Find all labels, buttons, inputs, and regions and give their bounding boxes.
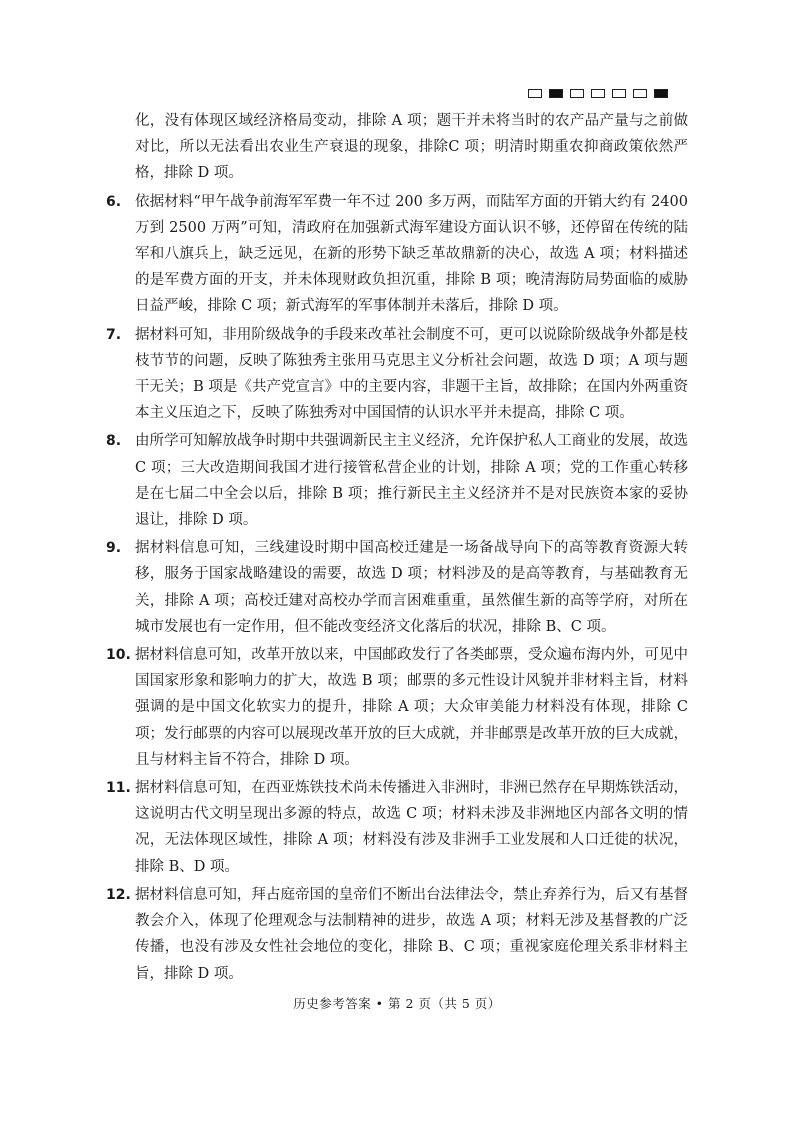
header-mark-7 [654, 89, 668, 98]
answer-number: 9. [106, 540, 122, 557]
answer-item-11 [106, 775, 688, 880]
answer-item-7 [106, 322, 688, 427]
header-mark-5 [612, 89, 626, 98]
header-mark-2 [549, 89, 563, 98]
answer-text: 据材料信息可知，在西亚炼铁技术尚未传播进入非洲时，非洲已然存在早期炼铁活动，这说明古代文明呈现出多源的特点，故选 C 项；材料未涉及非洲地区内部各文明的情况，无法体现区域性，排除 A 项；材料没有涉及非洲手工业发展和人口迁徙的状况，排除 B、D 项。 [135, 780, 688, 875]
page-footer: 历史参考答案 • 第 2 页（共 5 页） [293, 996, 501, 1011]
answer-item-9 [106, 535, 688, 640]
answer-number: 11. [106, 780, 131, 797]
answer-number: 8. [106, 433, 122, 450]
answer-text: 据材料信息可知，三线建设时期中国高校迁建是一场备战导向下的高等教育资源大转移，服务于国家战略建设的需要，故选 D 项；材料涉及的是高等教育，与基础教育无关，排除 A 项；高校迁建对高校办学而言困难重重，虽然催生新的高等学府，对所在城市发展也有一定作用，但不能改变经济文化落后的状况，排除 B、C 项。 [135, 540, 688, 635]
answer-text: 据材料信息可知，拜占庭帝国的皇帝们不断出台法律法令，禁止弃养行为，后又有基督教会介入，体现了伦理观念与法制精神的进步，故选 A 项；材料无涉及基督教的广泛传播，也没有涉及女性社会地位的变化，排除 B、C 项；重视家庭伦理关系非材料主旨，排除 D 项。 [135, 886, 688, 982]
answer-text: 由所学可知解放战争时期中共强调新民主主义经济，允许保护私人工商业的发展，故选 C 项；三大改造期间我国才进行接管私营企业的计划，排除 A 项；党的工作重心转移是在七届二中全会以后，排除 B 项；推行新民主主义经济并不是对民族资本家的妥协退让，排除 D 项。 [135, 433, 688, 529]
answer-content [106, 108, 688, 989]
answer-text: 据材料可知，非用阶级战争的手段来改革社会制度不可，更可以说除阶级战争外都是枝枝节节的问题，反映了陈独秀主张用马克思主义分析社会问题，故选 D 项；A 项与题干无关；B 项是《共产党宣言》中的主要内容，非题干主旨，故排除；在国内外两重资本主义压迫之下，反映了陈独秀对中国国情的认识水平并未提高，排除 C 项。 [135, 326, 688, 422]
answer-item-continued [106, 108, 688, 187]
answer-number: 10. [106, 647, 131, 664]
answer-item-10 [106, 642, 688, 773]
answer-item-12 [106, 882, 688, 987]
header-mark-1 [528, 89, 542, 98]
page-header-marks [528, 89, 668, 98]
answer-item-6 [106, 189, 688, 320]
answer-item-8 [106, 428, 688, 533]
answer-number: 6. [106, 193, 122, 210]
answer-number: 7. [106, 326, 122, 343]
answer-text: 依据材料“甲午战争前海军军费一年不过 200 多万两，而陆军方面的开销大约有 2400 万到 2500 万两”可知，清政府在加强新式海军建设方面认识不够，还停留在传统的陆军和八旗兵上，缺乏远见，在新的形势下缺乏革故鼎新的决心，故选 A 项；材料描述的是军费方面的开支，并未体现财政负担沉重，排除 B 项；晚清海防局势面临的威胁日益严峻，排除 C 项；新式海军的军事体制并未落后，排除 D 项。 [135, 193, 688, 315]
answer-text: 据材料信息可知，改革开放以来，中国邮政发行了各类邮票，受众遍布海内外，可见中国国家形象和影响力的扩大，故选 B 项；邮票的多元性设计风貌并非材料主旨，材料强调的是中国文化软实力的提升，排除 A 项；大众审美能力材料没有体现，排除 C 项；发行邮票的内容可以展现改革开放的巨大成就，并非邮票是改革开放的巨大成就，且与材料主旨不符合，排除 D 项。 [135, 647, 688, 768]
answer-text: 化，没有体现区域经济格局变动，排除 A 项；题干并未将当时的农产品产量与之前做对比，所以无法看出农业生产衰退的现象，排除C 项；明清时期重农抑商政策依然严格，排除 D 项。 [135, 113, 688, 182]
header-mark-4 [591, 89, 605, 98]
header-mark-3 [570, 89, 584, 98]
answer-number: 12. [106, 886, 131, 903]
header-mark-6 [633, 89, 647, 98]
